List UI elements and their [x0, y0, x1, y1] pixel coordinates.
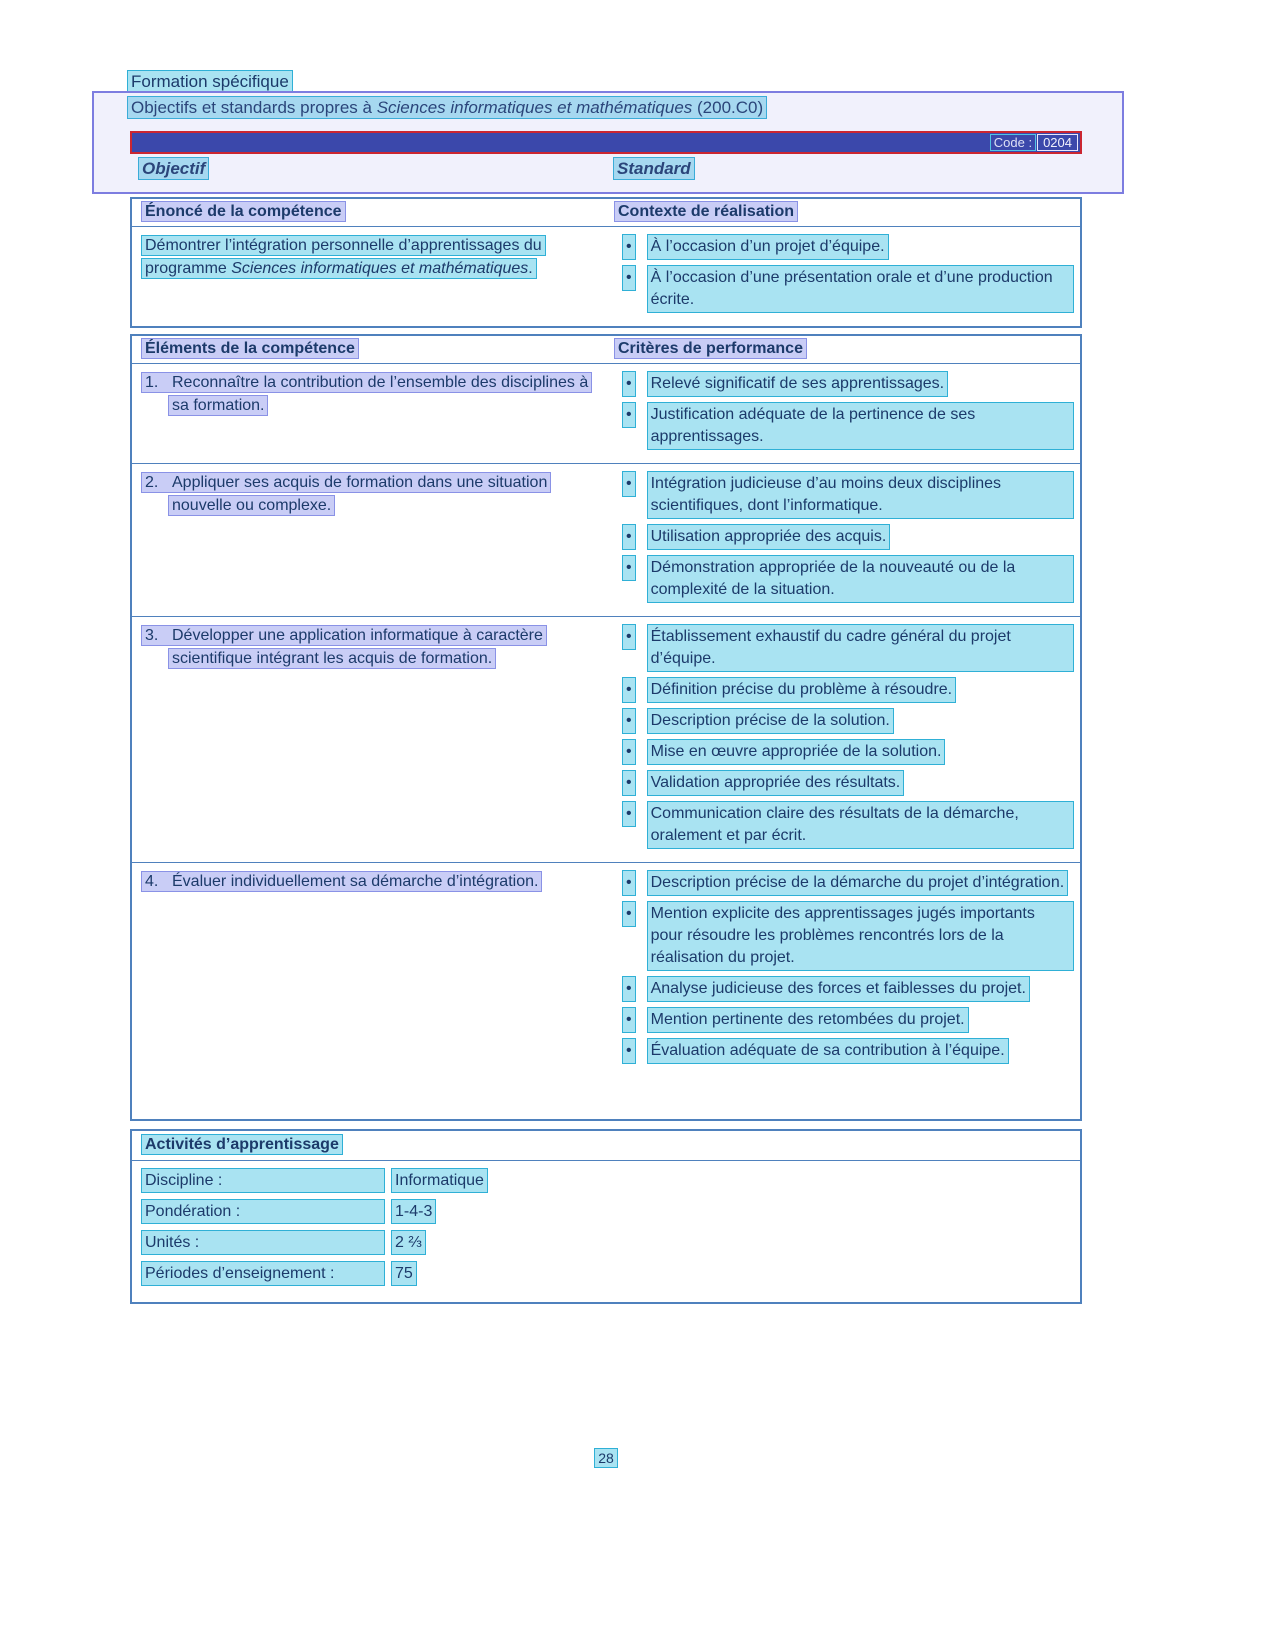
table-row [141, 1230, 1080, 1255]
table-row [132, 464, 1080, 617]
element-cell [132, 364, 612, 463]
criteria-text: Démonstration appropriée de la nouveauté ou de la complexité de la situation. [647, 555, 1074, 603]
list-item [614, 1038, 1074, 1064]
table-row [132, 364, 1080, 464]
activity-value: 1-4-3 [391, 1199, 436, 1224]
elements-table [130, 334, 1082, 1121]
criteria-text: Justification adéquate de la pertinence de ses apprentissages. [647, 402, 1074, 450]
activities-table [130, 1129, 1082, 1304]
code-label: Code : [990, 134, 1036, 151]
objectif-heading: Objectif [138, 159, 209, 179]
criteria-text: Intégration judicieuse d’au moins deux disciplines scientifiques, dont l’informatique. [647, 471, 1074, 519]
criteria-cell [612, 364, 1080, 463]
table-row [132, 863, 1080, 1119]
list-item [614, 901, 1074, 971]
activity-label: Périodes d’enseignement : [141, 1261, 391, 1286]
list-item [614, 402, 1074, 450]
bullet-icon: • [622, 739, 636, 765]
competence-header-right: Contexte de réalisation [612, 199, 1080, 226]
list-item [614, 1007, 1074, 1033]
element-text: Développer une application informatique à caractère scientifique intégrant les acquis de formation. [172, 627, 543, 667]
competence-table-body [132, 227, 1080, 326]
code-bar [130, 131, 1082, 154]
criteria-cell [612, 464, 1080, 616]
context-item-text: À l’occasion d’un projet d’équipe. [647, 234, 889, 260]
list-item [614, 677, 1074, 703]
bullet-icon: • [622, 708, 636, 734]
title-prefix: Objectifs et standards propres à [131, 98, 377, 117]
element-number: 3. [145, 627, 159, 644]
table-row [141, 1168, 1080, 1193]
bullet-icon: • [622, 555, 636, 581]
bullet-icon: • [622, 402, 636, 428]
element-cell [132, 863, 612, 1119]
criteria-text: Établissement exhaustif du cadre général du projet d’équipe. [647, 624, 1074, 672]
elements-table-header [132, 336, 1080, 364]
page-number: 28 [130, 1450, 1082, 1466]
list-item [614, 870, 1074, 896]
table-row [132, 617, 1080, 863]
criteria-text: Description précise de la solution. [647, 708, 894, 734]
list-item [614, 471, 1074, 519]
page-title-text [127, 96, 767, 119]
standard-heading: Standard [613, 159, 695, 179]
criteria-cell [612, 863, 1080, 1119]
activities-header: Activités d’apprentissage [132, 1131, 1080, 1161]
bullet-icon: • [622, 901, 636, 927]
list-item [614, 265, 1074, 313]
bullet-icon: • [622, 1038, 636, 1064]
element-text: Évaluer individuellement sa démarche d’intégration. [172, 873, 539, 890]
list-item [614, 234, 1074, 260]
page-title [127, 97, 767, 119]
table-row [141, 1261, 1080, 1286]
bullet-icon: • [622, 234, 636, 260]
list-item [614, 708, 1074, 734]
list-item [614, 624, 1074, 672]
list-item [614, 739, 1074, 765]
list-item [614, 524, 1074, 550]
list-item [614, 555, 1074, 603]
criteria-text: Mention explicite des apprentissages jugés importants pour résoudre les problèmes rencontrés lors de la réalisation du projet. [647, 901, 1074, 971]
section-label [127, 71, 293, 93]
list-item [614, 801, 1074, 849]
list-item [614, 371, 1074, 397]
bullet-icon: • [622, 371, 636, 397]
element-cell [132, 464, 612, 616]
criteria-text: Relevé significatif de ses apprentissages. [647, 371, 949, 397]
bullet-icon: • [622, 624, 636, 650]
element-text: Appliquer ses acquis de formation dans une situation nouvelle ou complexe. [172, 474, 548, 514]
element-number: 2. [145, 474, 159, 491]
context-list [612, 227, 1080, 326]
title-program-name: Sciences informatiques et mathématiques [376, 98, 693, 117]
activity-label: Unités : [141, 1230, 391, 1255]
criteria-text: Analyse judicieuse des forces et faiblesses du projet. [647, 976, 1030, 1002]
activities-body [132, 1161, 1080, 1302]
document-content [130, 197, 1082, 1304]
elements-header-left: Éléments de la compétence [132, 336, 612, 363]
criteria-text: Communication claire des résultats de la démarche, oralement et par écrit. [647, 801, 1074, 849]
bullet-icon: • [622, 976, 636, 1002]
element-cell [132, 617, 612, 862]
table-row [141, 1199, 1080, 1224]
activity-value: Informatique [391, 1168, 488, 1193]
criteria-text: Description précise de la démarche du projet d’intégration. [647, 870, 1069, 896]
activity-value: 75 [391, 1261, 417, 1286]
bullet-icon: • [622, 801, 636, 827]
bullet-icon: • [622, 471, 636, 497]
bullet-icon: • [622, 677, 636, 703]
competence-table-header [132, 199, 1080, 227]
bullet-icon: • [622, 870, 636, 896]
title-suffix: (200.C0) [692, 98, 764, 117]
competence-statement [132, 227, 612, 326]
list-item [614, 770, 1074, 796]
element-number: 4. [145, 873, 159, 890]
list-item [614, 976, 1074, 1002]
criteria-cell [612, 617, 1080, 862]
elements-header-right: Critères de performance [612, 336, 1080, 363]
criteria-text: Utilisation appropriée des acquis. [647, 524, 891, 550]
statement-program-name: Sciences informatiques et mathématiques [231, 260, 529, 277]
criteria-text: Mention pertinente des retombées du projet. [647, 1007, 969, 1033]
activity-value: 2 ⅔ [391, 1230, 426, 1255]
criteria-text: Validation appropriée des résultats. [647, 770, 905, 796]
code-value: 0204 [1037, 134, 1078, 151]
statement-prefix: Démontrer l’intégration personnelle d’apprentissages du programme [145, 237, 542, 277]
competence-table [130, 197, 1082, 328]
bullet-icon: • [622, 265, 636, 291]
criteria-text: Mise en œuvre appropriée de la solution. [647, 739, 946, 765]
context-item-text: À l’occasion d’une présentation orale et d’une production écrite. [647, 265, 1074, 313]
section-label-text: Formation spécifique [127, 70, 293, 93]
element-text: Reconnaître la contribution de l’ensemble des disciplines à sa formation. [172, 374, 589, 414]
element-number: 1. [145, 374, 159, 391]
bullet-icon: • [622, 524, 636, 550]
criteria-text: Évaluation adéquate de sa contribution à l’équipe. [647, 1038, 1009, 1064]
bullet-icon: • [622, 1007, 636, 1033]
activity-label: Discipline : [141, 1168, 391, 1193]
competence-header-left: Énoncé de la compétence [132, 199, 612, 226]
statement-suffix: . [528, 260, 533, 277]
criteria-text: Définition précise du problème à résoudre. [647, 677, 957, 703]
activity-label: Pondération : [141, 1199, 391, 1224]
bullet-icon: • [622, 770, 636, 796]
